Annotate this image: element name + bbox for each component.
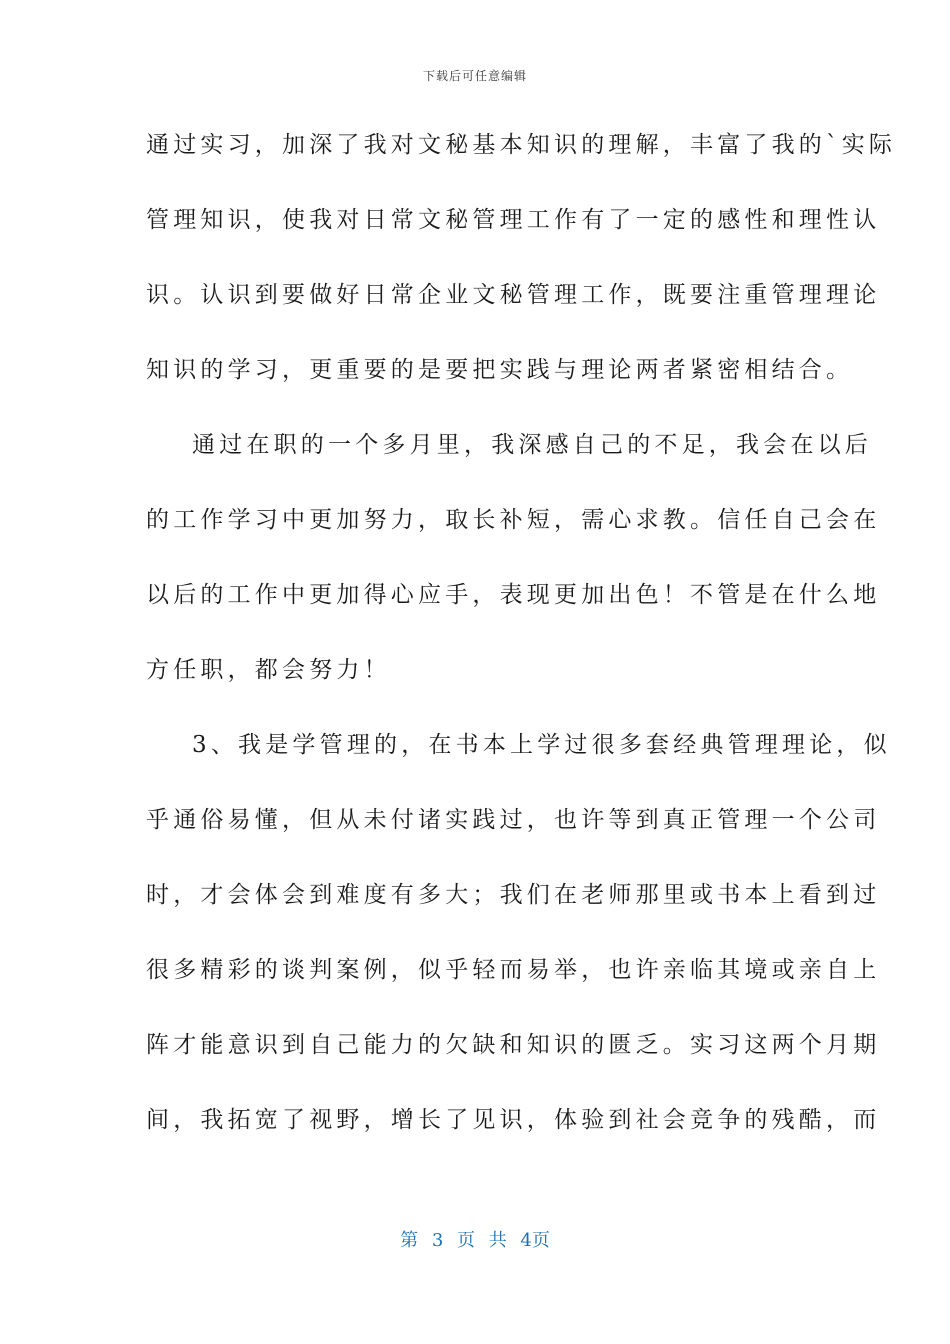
text-line: 3、我是学管理的，在书本上学过很多套经典管理理论，似 — [192, 732, 891, 758]
text-line: 通过实习，加深了我对文秘基本知识的理解，丰富了我的`实际 — [146, 132, 897, 158]
paragraph-1 — [146, 118, 897, 418]
text-line: 阵才能意识到自己能力的欠缺和知识的匮乏。实习这两个月期 — [146, 1032, 881, 1058]
paragraph-2 — [146, 418, 881, 718]
paragraph-3 — [146, 718, 891, 1168]
text-line: 管理知识，使我对日常文秘管理工作有了一定的感性和理性认 — [146, 207, 881, 233]
text-line: 通过在职的一个多月里，我深感自己的不足，我会在以后 — [192, 432, 872, 458]
text-line: 间，我拓宽了视野，增长了见识，体验到社会竞争的残酷，而 — [146, 1107, 881, 1133]
text-line: 知识的学习，更重要的是要把实践与理论两者紧密相结合。 — [146, 357, 854, 383]
document-body — [146, 118, 897, 1168]
text-line: 以后的工作中更加得心应手，表现更加出色！不管是在什么地 — [146, 582, 881, 608]
text-line: 乎通俗易懂，但从未付诸实践过，也许等到真正管理一个公司 — [146, 807, 881, 833]
text-line: 方任职，都会努力！ — [146, 657, 391, 683]
page-header: 下载后可任意编辑 — [422, 69, 527, 83]
text-line: 时，才会体会到难度有多大；我们在老师那里或书本上看到过 — [146, 882, 881, 908]
text-line: 的工作学习中更加努力，取长补短，需心求教。信任自己会在 — [146, 507, 881, 533]
page-number-footer: 第 3 页 共 4页 — [400, 1230, 550, 1251]
text-line: 很多精彩的谈判案例，似乎轻而易举，也许亲临其境或亲自上 — [146, 957, 881, 983]
text-line: 识。认识到要做好日常企业文秘管理工作，既要注重管理理论 — [146, 282, 881, 308]
